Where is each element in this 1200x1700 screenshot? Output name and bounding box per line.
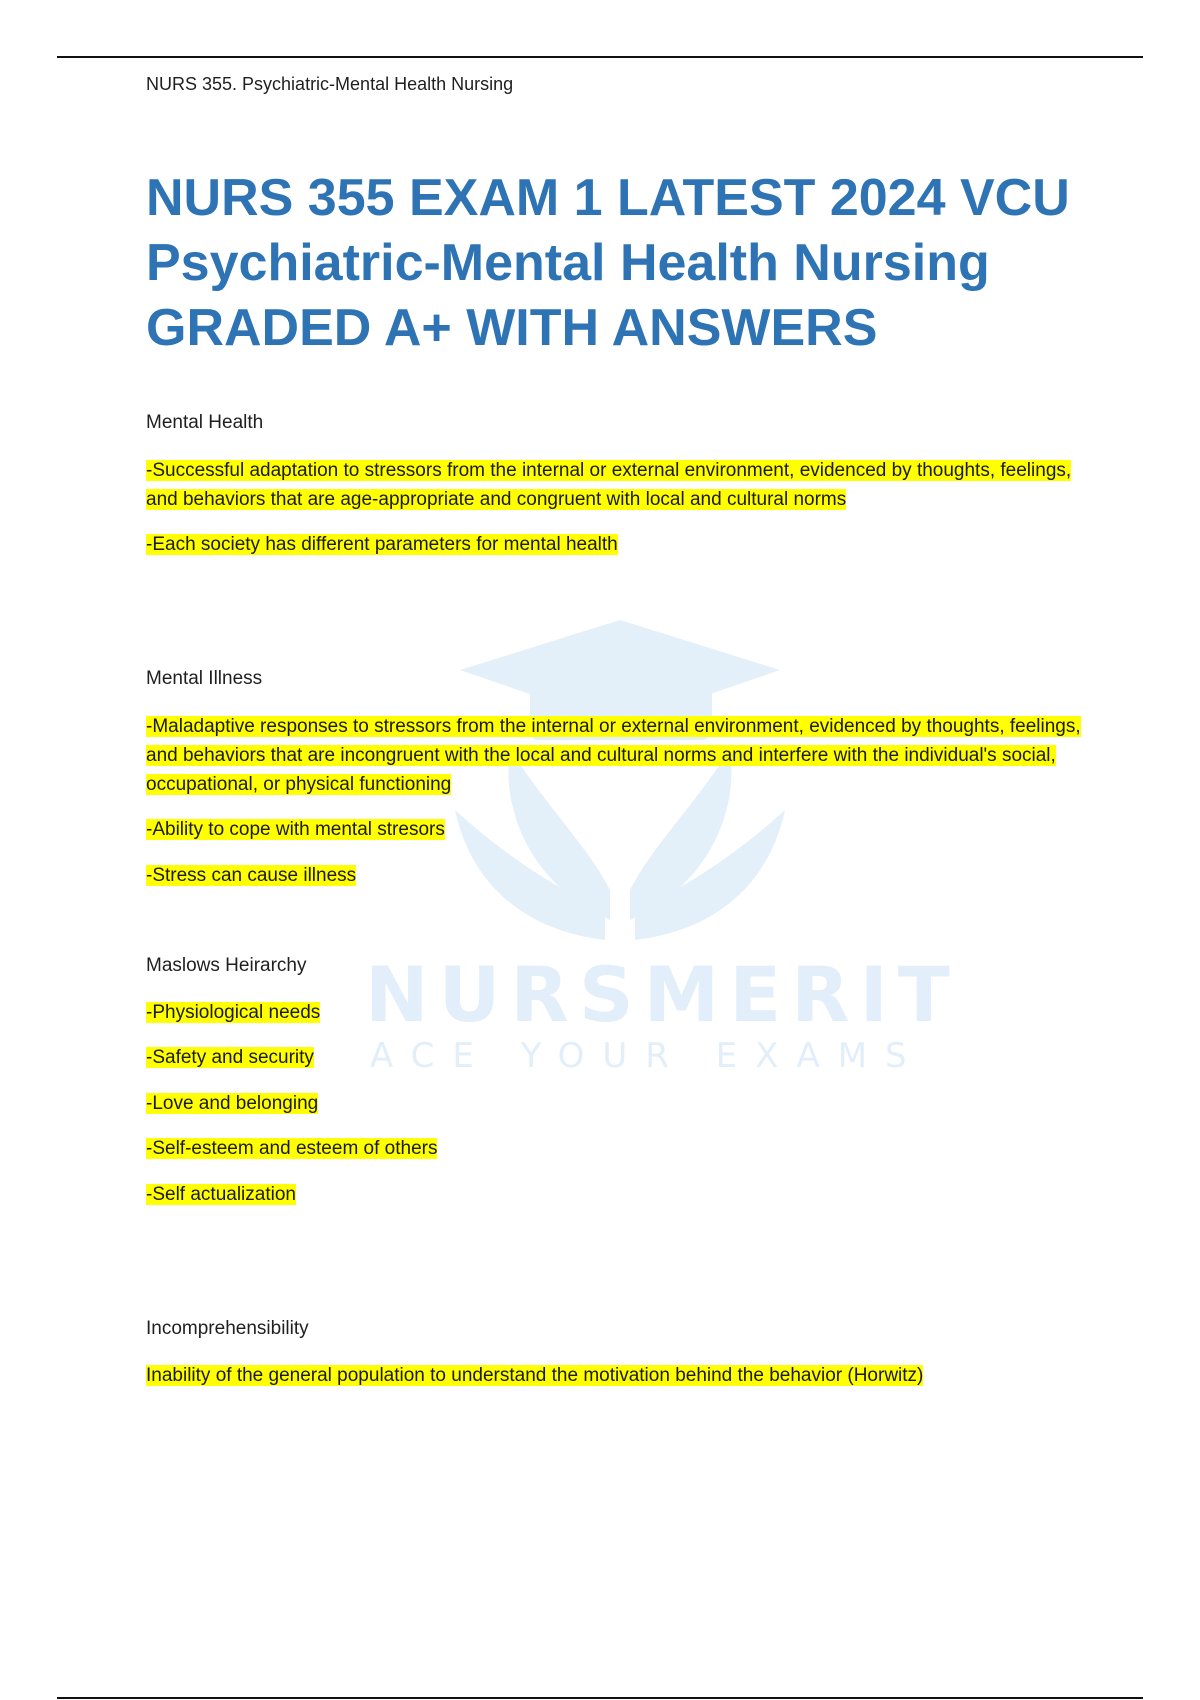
answer-item [146, 530, 1086, 559]
highlighted-answer: -Ability to cope with mental stresors [146, 819, 445, 840]
answer-item [146, 815, 1086, 844]
term-heading: Maslows Heirarchy [146, 955, 307, 976]
term-heading: Mental Health [146, 412, 264, 433]
highlighted-answer: -Safety and security [146, 1047, 314, 1068]
answer-item [146, 1089, 1086, 1118]
answer-item [146, 1043, 1086, 1072]
highlighted-answer: -Love and belonging [146, 1093, 319, 1114]
highlighted-answer: -Physiological needs [146, 1002, 321, 1023]
term-heading: Mental Illness [146, 668, 263, 689]
answer-item [146, 456, 1086, 514]
answer-item [146, 861, 1086, 890]
highlighted-answer: -Maladaptive responses to stressors from the internal or external environment, evidenced by thoughts, feelings, and behaviors that are incongruent with the local and cultural norms and interfere with the individual's social, occupational, or physical functioning [146, 716, 1081, 795]
answer-item [146, 998, 1086, 1027]
answer-item [146, 1361, 1086, 1390]
highlighted-answer: -Self actualization [146, 1184, 296, 1205]
highlighted-answer: -Self-esteem and esteem of others [146, 1138, 438, 1159]
running-header: NURS 355. Psychiatric-Mental Health Nursing [146, 74, 514, 94]
highlighted-answer: -Successful adaptation to stressors from the internal or external environment, evidenced by thoughts, feelings, and behaviors that are age-appropriate and congruent with local and cultural norms [146, 460, 1072, 510]
answer-item [146, 712, 1086, 799]
watermark-brand: NURSMERIT [365, 950, 960, 1039]
answer-item [146, 1180, 1086, 1209]
top-rule [57, 56, 1143, 58]
highlighted-answer: -Each society has different parameters for mental health [146, 534, 618, 555]
answer-item [146, 1134, 1086, 1163]
highlighted-answer: Inability of the general population to understand the motivation behind the behavior (Horwitz) [146, 1365, 924, 1386]
document-title: NURS 355 EXAM 1 LATEST 2024 VCU Psychiatric-Mental Health Nursing GRADED A+ WITH ANSWERS [146, 169, 1070, 357]
watermark-tagline: ACE YOUR EXAMS [370, 1036, 925, 1076]
bottom-rule [57, 1697, 1143, 1699]
term-heading: Incomprehensibility [146, 1318, 309, 1339]
highlighted-answer: -Stress can cause illness [146, 865, 357, 886]
